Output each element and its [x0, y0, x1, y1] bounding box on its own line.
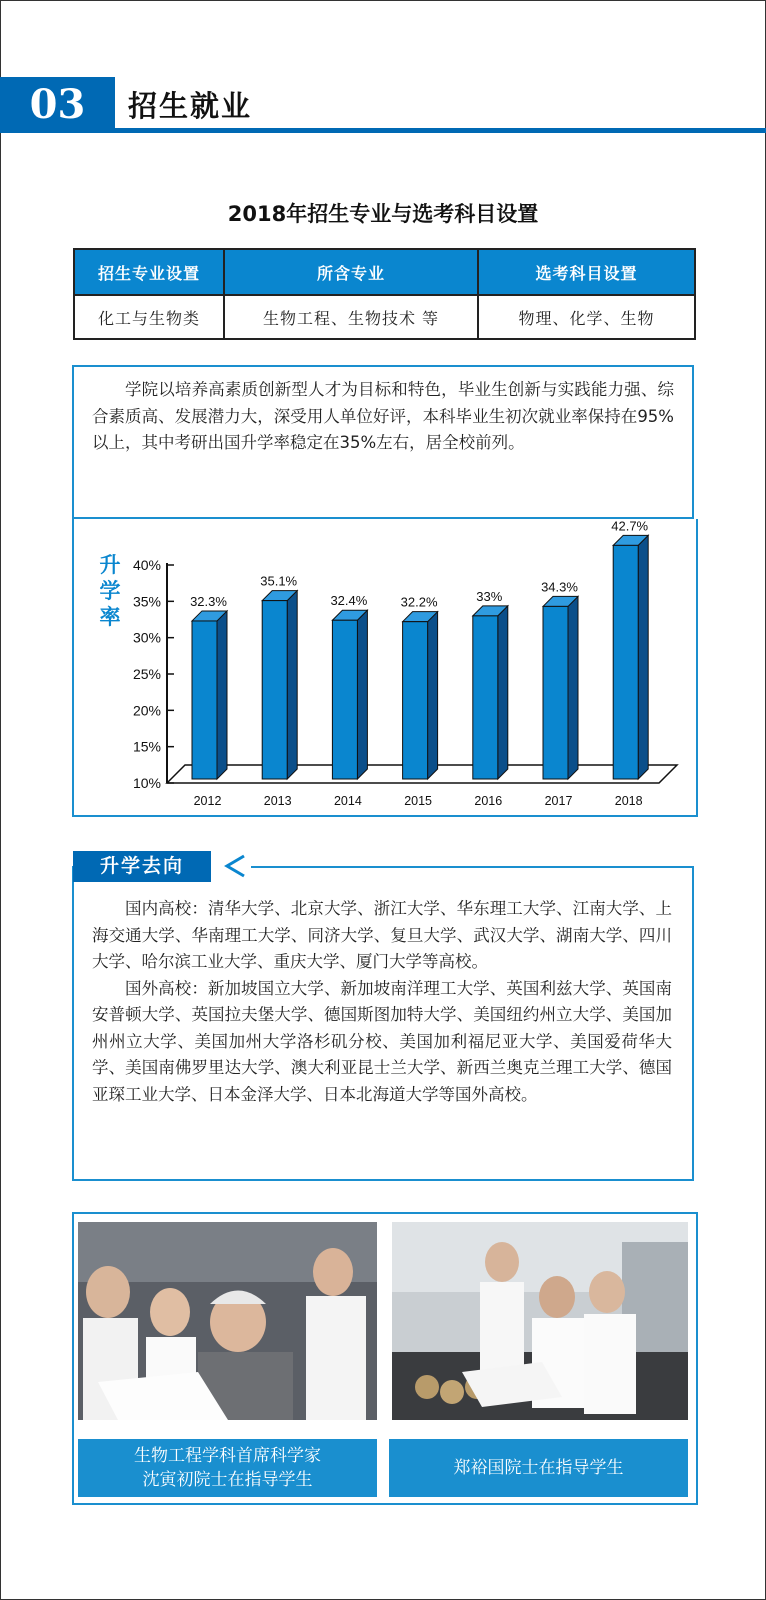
- domestic-text: 国内高校：清华大学、北京大学、浙江大学、华东理工大学、江南大学、上海交通大学、华南理工大学、同济大学、复旦大学、武汉大学、湖南大学、四川大学、哈尔滨工业大学、重庆大学、厦门大学等高校。: [92, 899, 672, 971]
- employment-text: 学院以培养高素质创新型人才为目标和特色，毕业生创新与实践能力强、综合素质高、发展潜力大，深受用人单位好评，本科毕业生初次就业率保持在95%以上，其中考研出国升学率稳定在35%左右，居全校前列。: [92, 380, 674, 452]
- x-tick-label: 2013: [263, 794, 292, 808]
- bar-value-label: 32.3%: [190, 593, 227, 609]
- bar-value-label: 32.2%: [400, 594, 438, 610]
- arrow-left-icon: [222, 853, 254, 879]
- x-tick-label: 2012: [193, 794, 222, 808]
- section-title: 招生就业: [128, 89, 253, 123]
- bar-side: [498, 606, 508, 779]
- bar: [192, 621, 217, 779]
- photo-left-caption: [78, 1439, 377, 1497]
- bar-value-label: 34.3%: [541, 579, 578, 595]
- bar-value-label: 35.1%: [260, 573, 298, 589]
- table-cell: 物理、化学、生物: [478, 295, 695, 339]
- further-study-box: [72, 866, 694, 1181]
- bar-side: [638, 535, 648, 779]
- section-number: 03: [0, 77, 115, 133]
- bar-side: [428, 612, 438, 779]
- bar: [543, 606, 568, 779]
- photo-left: [78, 1222, 377, 1420]
- y-tick-label: 35%: [132, 593, 161, 610]
- y-tick-label: 30%: [132, 629, 161, 646]
- x-tick-label: 2016: [474, 794, 503, 808]
- overseas-text: 国外高校：新加坡国立大学、新加坡南洋理工大学、英国利兹大学、英国南安普顿大学、英国拉夫堡大学、德国斯图加特大学、美国纽约州立大学、美国加州州立大学、美国加州大学洛杉矶分校、美国加利福尼亚大学、美国爱荷华大学、美国南佛罗里达大学、澳大利亚昆士兰大学、新西兰奥克兰理工大学、德国亚琛工业大学、日本金泽大学、日本北海道大学等国外高校。: [92, 978, 672, 1104]
- photo-right-image: [392, 1222, 688, 1420]
- photo-left-image: [78, 1222, 377, 1420]
- y-axis-title-text: 升 学 率: [99, 553, 121, 629]
- bar: [473, 616, 498, 779]
- table-header-cell: 所含专业: [224, 249, 478, 295]
- bar: [403, 622, 428, 779]
- y-tick-label: 10%: [132, 775, 161, 791]
- table-cell: 生物工程、生物技术 等: [224, 295, 478, 339]
- bar: [262, 601, 287, 779]
- y-tick-label: 15%: [132, 738, 161, 755]
- x-tick-label: 2014: [333, 794, 362, 808]
- photo-right: [392, 1222, 688, 1420]
- x-tick-label: 2018: [614, 794, 643, 808]
- bar-side: [568, 596, 578, 779]
- bar-side: [287, 591, 297, 779]
- y-tick-label: 40%: [132, 557, 161, 573]
- bar-side: [217, 611, 227, 779]
- caption-line-2: 沈寅初院士在指导学生: [142, 1470, 313, 1490]
- caption-line: 郑裕国院士在指导学生: [453, 1458, 624, 1478]
- bar-value-label: 32.4%: [330, 593, 368, 609]
- bar-value-label: 33%: [476, 588, 503, 604]
- bar: [332, 620, 357, 779]
- further-study-label: 升学去向: [73, 851, 211, 882]
- table-header-cell: 招生专业设置: [74, 249, 224, 295]
- table-cell: 化工与生物类: [74, 295, 224, 339]
- bar-value-label: 42.7%: [611, 518, 649, 534]
- photo-right-caption: [389, 1439, 688, 1497]
- bar-side: [357, 610, 367, 779]
- enrollment-heading: 2018年招生专业与选考科目设置: [227, 202, 539, 226]
- x-tick-label: 2015: [404, 794, 433, 808]
- y-tick-label: 20%: [132, 702, 161, 719]
- y-tick-label: 25%: [132, 666, 161, 682]
- table-header-cell: 选考科目设置: [478, 249, 695, 295]
- x-tick-label: 2017: [544, 794, 573, 808]
- caption-line-1: 生物工程学科首席科学家: [134, 1446, 321, 1466]
- bar: [613, 545, 638, 779]
